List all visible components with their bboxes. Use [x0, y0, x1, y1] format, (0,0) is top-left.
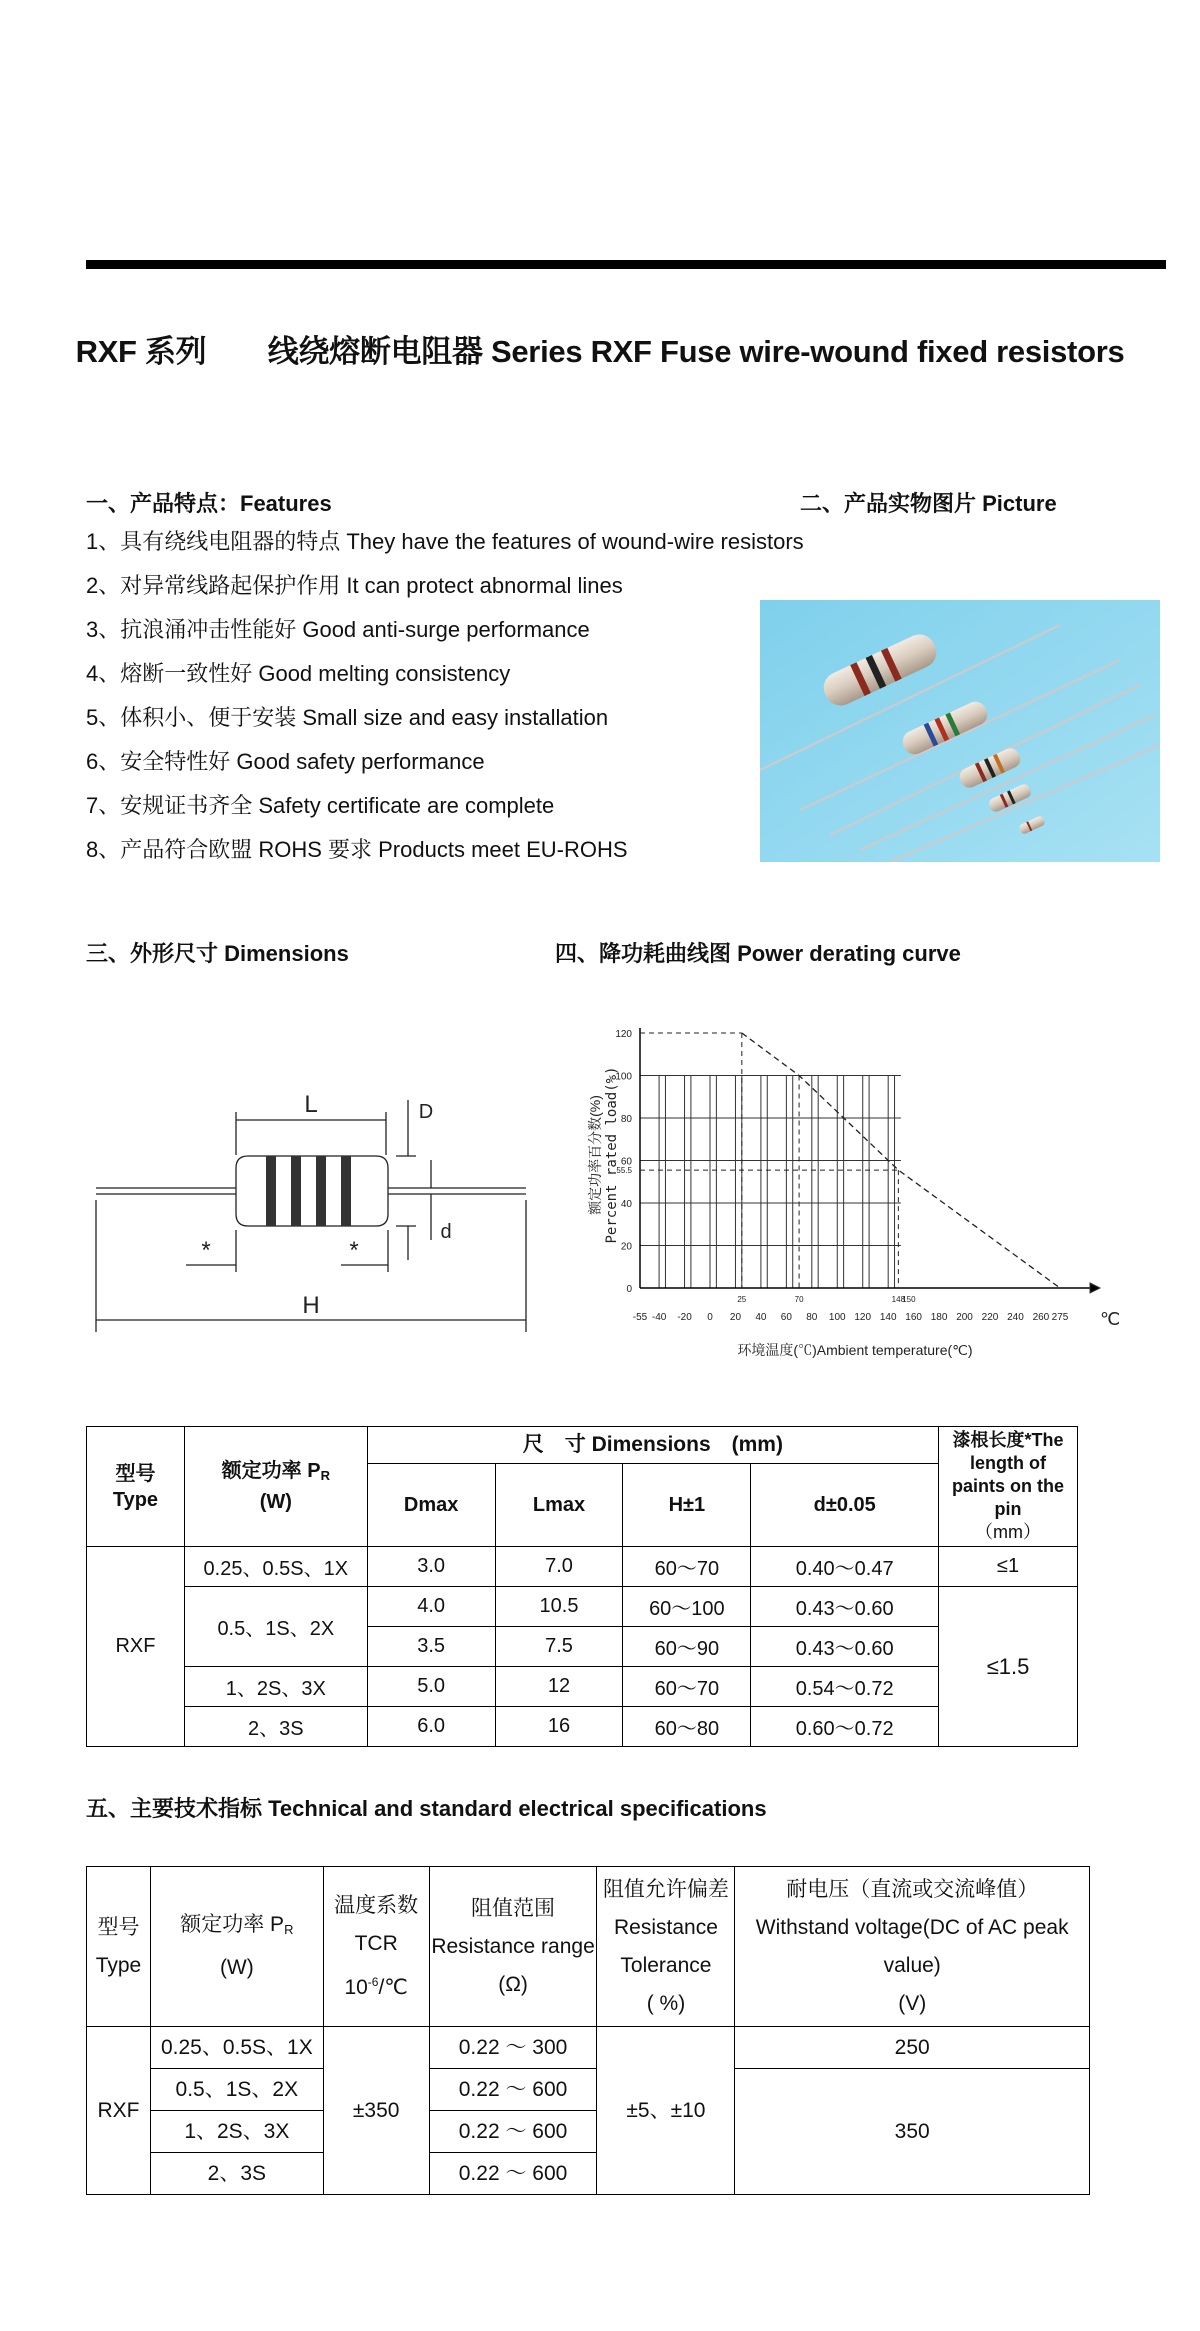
- t1-cell: 3.0: [367, 1547, 495, 1587]
- t1-cell: 0.60～0.72: [751, 1707, 939, 1747]
- dimensions-heading: 三、外形尺寸 Dimensions: [86, 941, 349, 966]
- dim-label-star-right: *: [349, 1237, 359, 1264]
- x-tick-label: -55: [632, 1312, 648, 1323]
- x-tick-label: 220: [981, 1312, 999, 1323]
- feature-item: 4、熔断一致性好 Good melting consistency: [86, 661, 511, 686]
- x-tick-label: 0: [707, 1312, 713, 1323]
- t2-type-value: RXF: [87, 2027, 151, 2195]
- t2-cell: 350: [735, 2069, 1090, 2195]
- t2-cell: 0.5、1S、2X: [150, 2069, 323, 2111]
- y-tick-label: 40: [620, 1199, 632, 1210]
- t1-cell: 10.5: [495, 1587, 623, 1627]
- t2-cell: 2、3S: [150, 2153, 323, 2195]
- y-tick-label: 100: [615, 1071, 632, 1083]
- t2-header-tcr-text: 温度系数 TCR: [334, 1893, 419, 1955]
- t1-cell: 60～90: [623, 1627, 751, 1667]
- x-tick-label: 80: [806, 1312, 818, 1323]
- t2-cell: 0.22 ～ 600: [429, 2069, 597, 2111]
- dim-label-D: D: [418, 1101, 434, 1123]
- dim-label-star-left: *: [201, 1237, 211, 1264]
- page-title: RXF 系列 线绕熔断电阻器 Series RXF Fuse wire-wound fixed resistors: [75, 334, 1125, 369]
- t1-cell: 60～70: [623, 1547, 751, 1587]
- t2-cell: 250: [735, 2027, 1090, 2069]
- t1-cell: 60～100: [623, 1587, 751, 1627]
- x-mark-label: 70: [794, 1295, 804, 1304]
- t2-tcr-value: ±350: [323, 2027, 429, 2195]
- x-axis-arrow: [1090, 1283, 1100, 1293]
- t1-cell: 12: [495, 1667, 623, 1707]
- x-tick-label: 200: [956, 1312, 973, 1323]
- t1-cell: 0.25、0.5S、1X: [184, 1547, 367, 1587]
- t1-cell: 2、3S: [184, 1707, 367, 1747]
- t2-header-tcr-unit-a: 10: [344, 1975, 368, 1999]
- x-tick-label: 275: [1051, 1312, 1069, 1323]
- x-tick-label: 40: [755, 1312, 767, 1323]
- t1-type-value: RXF: [87, 1547, 185, 1747]
- t2-header-type: 型号 Type: [87, 1867, 151, 2027]
- feature-item: 8、产品符合欧盟 ROHS 要求 Products meet EU-ROHS: [86, 837, 628, 862]
- t1-header-power: [184, 1427, 367, 1547]
- t1-cell: 60～80: [623, 1707, 751, 1747]
- x-axis-label: 环境温度(℃)Ambient temperature(℃): [737, 1342, 973, 1358]
- t2-header-tol: 阻值允许偏差 Resistance Tolerance ( %): [597, 1867, 735, 2027]
- t1-cell: 5.0: [367, 1667, 495, 1707]
- t1-cell: 6.0: [367, 1707, 495, 1747]
- t1-cell: ≤1: [939, 1547, 1078, 1587]
- feature-item: 1、具有绕线电阻器的特点 They have the features of wound-wire resistors: [86, 529, 804, 554]
- t1-header-d: d±0.05: [751, 1464, 939, 1547]
- x-tick-label: -20: [677, 1312, 692, 1323]
- t2-cell: 0.22 ～ 600: [429, 2153, 597, 2195]
- specs-heading: 五、主要技术指标 Technical and standard electrical specifications: [86, 1796, 767, 1821]
- t2-header-power: [150, 1867, 323, 2027]
- y-tick-label: 0: [626, 1284, 632, 1295]
- x-tick-label: 60: [780, 1312, 792, 1323]
- x-tick-label: 20: [729, 1312, 742, 1323]
- specs-table: [86, 1866, 1090, 2195]
- t1-header-paint-unit: （mm）: [975, 1522, 1042, 1542]
- table-row: [87, 1667, 1078, 1707]
- features-heading: 一、产品特点：Features: [86, 491, 332, 516]
- table-row: [87, 1587, 1078, 1627]
- features-list: [86, 520, 804, 872]
- y-tick-label: 60: [620, 1156, 632, 1168]
- t1-cell: 4.0: [367, 1587, 495, 1627]
- dimension-drawing: [86, 1060, 536, 1350]
- dim-label-L: L: [304, 1091, 318, 1118]
- table-row: [87, 1707, 1078, 1747]
- t2-cell: 0.22 ～ 600: [429, 2111, 597, 2153]
- t1-cell: 0.43～0.60: [751, 1627, 939, 1667]
- t1-cell: ≤1.5: [939, 1587, 1078, 1747]
- t2-tol-value: ±5、±10: [597, 2027, 735, 2195]
- x-mark-label: 25: [737, 1295, 747, 1304]
- t2-header-tcr-unit-b: /℃: [378, 1975, 408, 1999]
- t1-header-dims: 尺 寸 Dimensions (mm): [367, 1427, 938, 1464]
- table-row: [87, 2069, 1090, 2111]
- t2-cell: 1、2S、3X: [150, 2111, 323, 2153]
- t1-cell: 7.5: [495, 1627, 623, 1667]
- feature-item: 7、安规证书齐全 Safety certificate are complete: [86, 793, 555, 818]
- x-mark-label: 148: [891, 1295, 906, 1304]
- feature-item: 3、抗浪涌冲击性能好 Good anti-surge performance: [86, 617, 590, 642]
- t1-cell: 0.43～0.60: [751, 1587, 939, 1627]
- feature-item: 5、体积小、便于安装 Small size and easy installation: [86, 705, 609, 730]
- t2-header-tcr: [323, 1867, 429, 2027]
- x-tick-label: 120: [854, 1312, 872, 1323]
- dimensions-table: [86, 1426, 1078, 1747]
- t1-cell: 60～70: [623, 1667, 751, 1707]
- t2-cell: 0.22 ～ 300: [429, 2027, 597, 2069]
- feature-item: 2、对异常线路起保护作用 It can protect abnormal lines: [86, 573, 623, 598]
- derating-chart: [560, 1005, 1120, 1365]
- t1-cell: 7.0: [495, 1547, 623, 1587]
- picture-heading: 二、产品实物图片 Picture: [800, 491, 1057, 516]
- t2-header-range: 阻值范围 Resistance range (Ω): [429, 1867, 597, 2027]
- dim-label-d: d: [440, 1221, 452, 1243]
- x-tick-label: 160: [905, 1312, 922, 1323]
- t2-header-volt: 耐电压（直流或交流峰值） Withstand voltage(DC of AC peak value) (V): [735, 1867, 1090, 2027]
- x-axis-unit: ℃: [1100, 1309, 1120, 1329]
- t1-cell: 0.40～0.47: [751, 1547, 939, 1587]
- t2-header-power-text: 额定功率 P: [180, 1913, 285, 1936]
- t1-header-paint-text: 漆根长度*The length of paints on the pin: [952, 1430, 1065, 1519]
- table-row: [87, 2027, 1090, 2069]
- t1-header-type: 型号 Type: [87, 1427, 185, 1547]
- feature-item: 6、安全特性好 Good safety performance: [86, 749, 485, 774]
- t1-header-power-sub: R: [320, 1468, 330, 1483]
- resistor-photo: [760, 600, 1160, 862]
- x-tick-label: 100: [828, 1312, 846, 1323]
- x-mark-label: 150: [902, 1295, 916, 1304]
- y-tick-label: 120: [615, 1029, 632, 1040]
- t1-header-h: H±1: [623, 1464, 751, 1547]
- y-axis-label-en: Percent rated load(%): [604, 1066, 620, 1244]
- t2-cell: 0.25、0.5S、1X: [150, 2027, 323, 2069]
- y-tick-label: 80: [620, 1114, 632, 1125]
- top-rule: [86, 260, 1166, 269]
- t2-header-power-sub: R: [284, 1922, 294, 1937]
- t1-cell: 0.54～0.72: [751, 1667, 939, 1707]
- t1-cell: 0.5、1S、2X: [184, 1587, 367, 1667]
- y-tick-label: 20: [620, 1241, 632, 1253]
- derating-heading: 四、降功耗曲线图 Power derating curve: [555, 941, 961, 966]
- t1-cell: 16: [495, 1707, 623, 1747]
- t1-header-paint: [939, 1427, 1078, 1547]
- t2-header-tcr-unit-sup: -6: [367, 1974, 379, 1989]
- t1-cell: 3.5: [367, 1627, 495, 1667]
- t1-header-power-text: 额定功率 P: [221, 1460, 321, 1482]
- t1-cell: 1、2S、3X: [184, 1667, 367, 1707]
- x-tick-label: -40: [651, 1312, 667, 1323]
- x-tick-label: 240: [1007, 1312, 1024, 1323]
- x-tick-label: 260: [1032, 1312, 1050, 1323]
- t1-header-dmax: Dmax: [367, 1464, 495, 1547]
- t1-header-power-unit: (W): [259, 1491, 292, 1513]
- x-tick-label: 140: [879, 1312, 897, 1323]
- y-mark-label: 55.5: [616, 1166, 632, 1176]
- x-tick-label: 180: [930, 1312, 948, 1323]
- t2-header-power-unit: (W): [219, 1956, 254, 1979]
- dim-label-H: H: [302, 1292, 320, 1319]
- t1-header-lmax: Lmax: [495, 1464, 623, 1547]
- table-row: [87, 1547, 1078, 1587]
- y-axis-label-cn: 额定功率百分数(%): [587, 1095, 603, 1215]
